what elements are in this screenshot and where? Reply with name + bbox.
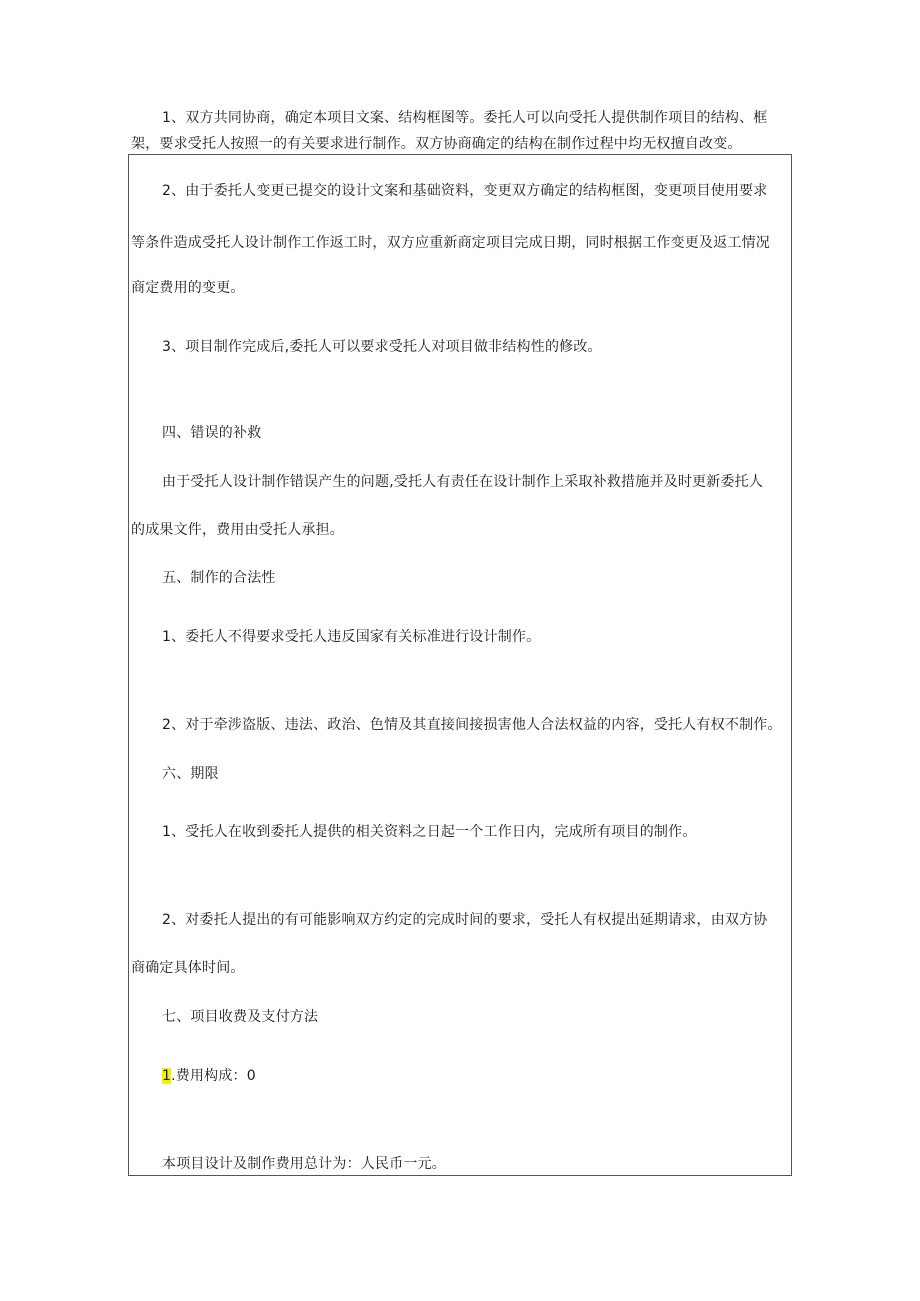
paragraph-2-line-2: 等条件造成受托人设计制作工作返工时，双方应重新商定项目完成日期，同时根据工作变更及返工情况 <box>131 235 770 251</box>
heading-deadline: 六、期限 <box>162 766 219 782</box>
paragraph-5-1: 1、委托人不得要求受托人违反国家有关标准进行设计制作。 <box>162 629 541 645</box>
paragraph-6-2-line-1: 2、对委托人提出的有可能影响双方约定的完成时间的要求，受托人有权提出延期请求，由双方协 <box>162 912 768 928</box>
heading-error-remedy: 四、错误的补救 <box>162 425 262 441</box>
paragraph-6-1: 1、受托人在收到委托人提供的相关资料之日起一个工作日内，完成所有项目的制作。 <box>162 824 697 840</box>
paragraph-6-2-line-2: 商确定具体时间。 <box>131 960 245 976</box>
heading-fees-payment: 七、项目收费及支付方法 <box>162 1009 319 1025</box>
paragraph-1-line-2: 架，要求受托人按照一的有关要求进行制作。双方协商确定的结构在制作过程中均无权擅自改变。 <box>131 136 742 152</box>
heading-legality: 五、制作的合法性 <box>162 570 276 586</box>
fee-composition-label: .费用构成：0 <box>171 1068 256 1084</box>
paragraph-4-line-1: 由于受托人设计制作错误产生的问题,受托人有责任在设计制作上采取补救措施并及时更新委托人 <box>162 474 764 490</box>
paragraph-3: 3、项目制作完成后,委托人可以要求受托人对项目做非结构性的修改。 <box>162 339 602 355</box>
fee-composition-line <box>162 1066 256 1086</box>
paragraph-2-line-1: 2、由于委托人变更已提交的设计文案和基础资料，变更双方确定的结构框图，变更项目使用要求 <box>162 183 768 199</box>
paragraph-5-2: 2、对于牵涉盗版、违法、政治、色情及其直接间接损害他人合法权益的内容，受托人有权不制作。 <box>162 717 782 733</box>
paragraph-4-line-2: 的成果文件，费用由受托人承担。 <box>131 522 344 538</box>
paragraph-2-line-3: 商定费用的变更。 <box>131 280 245 296</box>
total-fee-line: 本项目设计及制作费用总计为：人民币一元。 <box>162 1156 446 1172</box>
paragraph-1-line-1: 1、双方共同协商，确定本项目文案、结构框图等。委托人可以向受托人提供制作项目的结构、框 <box>162 110 768 126</box>
fee-item-number-highlight: 1 <box>162 1068 172 1084</box>
